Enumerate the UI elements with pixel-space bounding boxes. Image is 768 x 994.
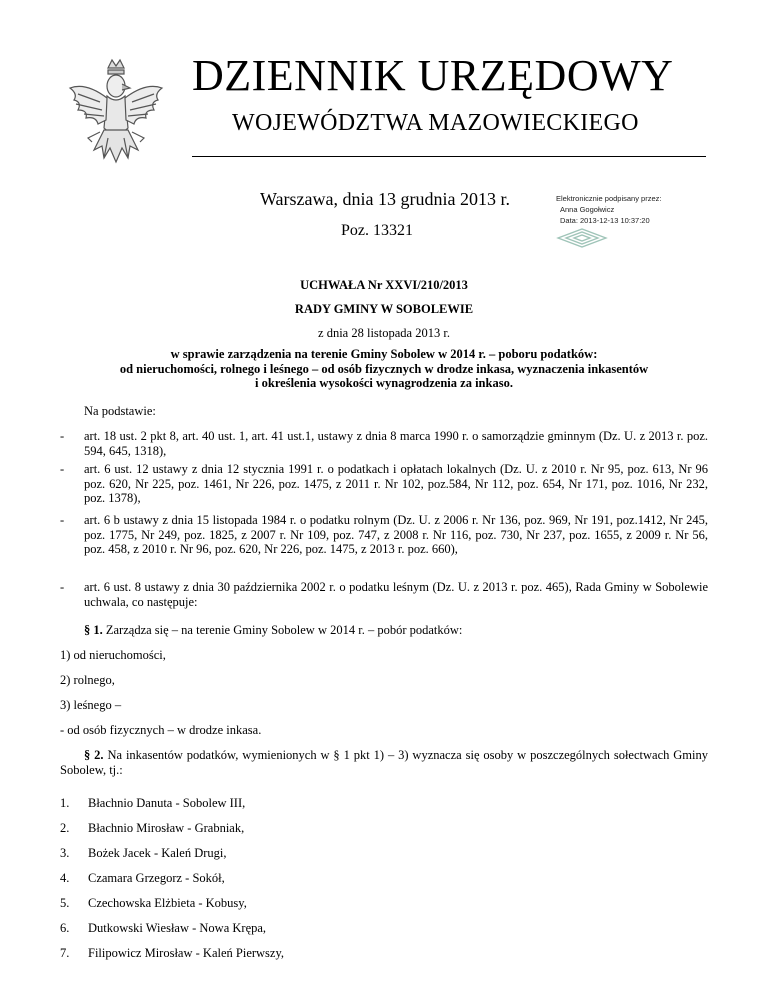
section-mark: § 2. bbox=[84, 748, 104, 762]
section-2 bbox=[60, 748, 708, 777]
masthead-divider bbox=[192, 156, 706, 157]
tax-item: 2) rolnego, bbox=[60, 673, 115, 687]
list-item: 5. Czechowska Elżbieta - Kobusy, bbox=[60, 896, 247, 910]
resolution-number: UCHWAŁA Nr XXVI/210/2013 bbox=[300, 278, 468, 292]
resolution-subject bbox=[60, 347, 708, 391]
section-mark: § 1. bbox=[84, 623, 103, 637]
subject-line: i określenia wysokości wynagrodzenia za inkaso. bbox=[255, 376, 513, 390]
publication-date: Warszawa, dnia 13 grudnia 2013 r. bbox=[260, 189, 510, 209]
journal-title: DZIENNIK URZĘDOWY bbox=[192, 51, 674, 100]
position-number: Poz. 13321 bbox=[341, 222, 413, 239]
list-item: 7. Filipowicz Mirosław - Kaleń Pierwszy, bbox=[60, 946, 285, 960]
signature-label: Elektronicznie podpisany przez: bbox=[556, 194, 662, 203]
electronic-signature bbox=[556, 193, 726, 226]
list-item: 1. Błachnio Danuta - Sobolew III, bbox=[60, 796, 246, 810]
signature-stamp-icon bbox=[556, 228, 608, 248]
section-text: Na inkasentów podatków, wymienionych w § 1 pkt 1) – 3) wyznacza się osoby w poszczególnych sołectwach Gminy Sobolew, tj.: bbox=[60, 748, 709, 777]
signature-date: Data: 2013-12-13 10:37:20 bbox=[560, 216, 650, 225]
section-text: Zarządza się – na terenie Gminy Sobolew w 2014 r. – pobór podatków: bbox=[102, 623, 463, 637]
section-1 bbox=[84, 623, 462, 638]
list-item: 3. Bożek Jacek - Kaleń Drugi, bbox=[60, 846, 227, 860]
legal-basis-intro: Na podstawie: bbox=[84, 404, 156, 418]
subject-line: od nieruchomości, rolnego i leśnego – od osób fizycznych w drodze inkasa, wyznaczenia inkasentów bbox=[119, 361, 649, 376]
journal-subtitle: WOJEWÓDZTWA MAZOWIECKIEGO bbox=[232, 110, 639, 136]
tax-note: - od osób fizycznych – w drodze inkasa. bbox=[60, 723, 262, 737]
council-name: RADY GMINY W SOBOLEWIE bbox=[294, 302, 474, 316]
list-item: 4. Czamara Grzegorz - Sokół, bbox=[60, 871, 225, 885]
tax-item: 3) leśnego – bbox=[60, 698, 122, 712]
resolution-date: z dnia 28 listopada 2013 r. bbox=[318, 326, 450, 340]
signature-signer: Anna Gogołwicz bbox=[560, 205, 615, 214]
tax-item: 1) od nieruchomości, bbox=[60, 648, 166, 662]
eagle-emblem-icon bbox=[64, 58, 168, 170]
subject-line: w sprawie zarządzenia na terenie Gminy Sobolew w 2014 r. – poboru podatków: bbox=[170, 347, 598, 361]
legal-basis-item: - art. 6 ust. 8 ustawy z dnia 30 października 2002 r. o podatku leśnym (Dz. U. z 2013 r. poz. 465), Rada Gminy w Sobolewie uchwala, co następuje: bbox=[60, 580, 708, 609]
list-item: 2. Błachnio Mirosław - Grabniak, bbox=[60, 821, 245, 835]
legal-basis-item: - art. 6 b ustawy z dnia 15 listopada 1984 r. o podatku rolnym (Dz. U. z 2006 r. Nr 136, poz. 969, Nr 191, poz.1412, Nr 245, poz. 1775, Nr 249, poz. 1825, z 2007 r. Nr 109, poz. 747, z 2008 r. Nr 116, poz. 730, Nr 237, poz. 1655, z 2009 r. Nr 56, poz. 458, z 2010 r. Nr 96, poz. 620, Nr 226, poz. 1475, z 2013 r. poz. 660), bbox=[60, 513, 708, 556]
legal-basis-item: - art. 6 ust. 12 ustawy z dnia 12 stycznia 1991 r. o podatkach i opłatach lokalnych (Dz. U. z 2010 r. Nr 95, poz. 613, Nr 96 poz. 620, Nr 225, poz. 1461, Nr 226, poz. 1475, z 2011 r. Nr 102, poz.584, Nr 112, poz. 654, Nr 171, poz. 1016, Nr 232, poz. 1378), bbox=[60, 462, 708, 505]
list-item: 6. Dutkowski Wiesław - Nowa Krępa, bbox=[60, 921, 267, 935]
legal-basis-item: - art. 18 ust. 2 pkt 8, art. 40 ust. 1, art. 41 ust.1, ustawy z dnia 8 marca 1990 r. o samorządzie gminnym (Dz. U. z 2013 r. poz. 594, 645, 1318), bbox=[60, 429, 708, 458]
